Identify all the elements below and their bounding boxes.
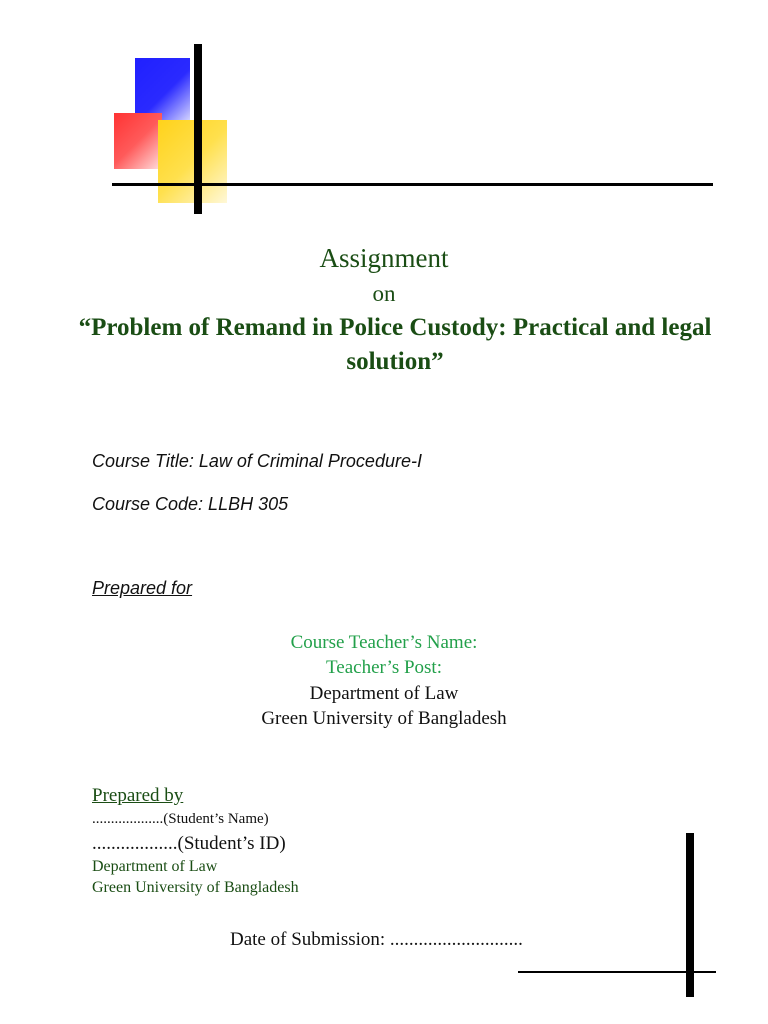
teacher-post: Teacher’s Post:: [326, 657, 442, 678]
teacher-name: Course Teacher’s Name:: [290, 632, 478, 653]
bottom-horizontal-rule: [518, 971, 716, 973]
assignment-heading: Assignment: [319, 243, 449, 273]
on-label: on: [372, 281, 396, 306]
student-id: ..................(Student’s ID): [92, 833, 286, 854]
logo-vertical-bar: [194, 44, 202, 214]
course-title: Course Title: Law of Criminal Procedure-I: [92, 451, 422, 471]
date-of-submission: Date of Submission: ............................: [230, 929, 523, 950]
teacher-department: Department of Law: [309, 683, 459, 704]
student-department: Department of Law: [92, 858, 218, 875]
teacher-university: Green University of Bangladesh: [261, 708, 507, 729]
course-code: Course Code: LLBH 305: [92, 494, 289, 514]
logo-red-square: [114, 113, 162, 169]
student-name: ...................(Student’s Name): [92, 811, 269, 827]
student-university: Green University of Bangladesh: [92, 879, 299, 896]
top-horizontal-rule: [112, 183, 713, 186]
prepared-for-label: Prepared for: [92, 578, 193, 598]
assignment-title: “Problem of Remand in Police Custody: Practical and legal solution”: [78, 314, 712, 375]
prepared-by-label: Prepared by: [92, 785, 184, 806]
logo-yellow-square: [158, 120, 227, 203]
